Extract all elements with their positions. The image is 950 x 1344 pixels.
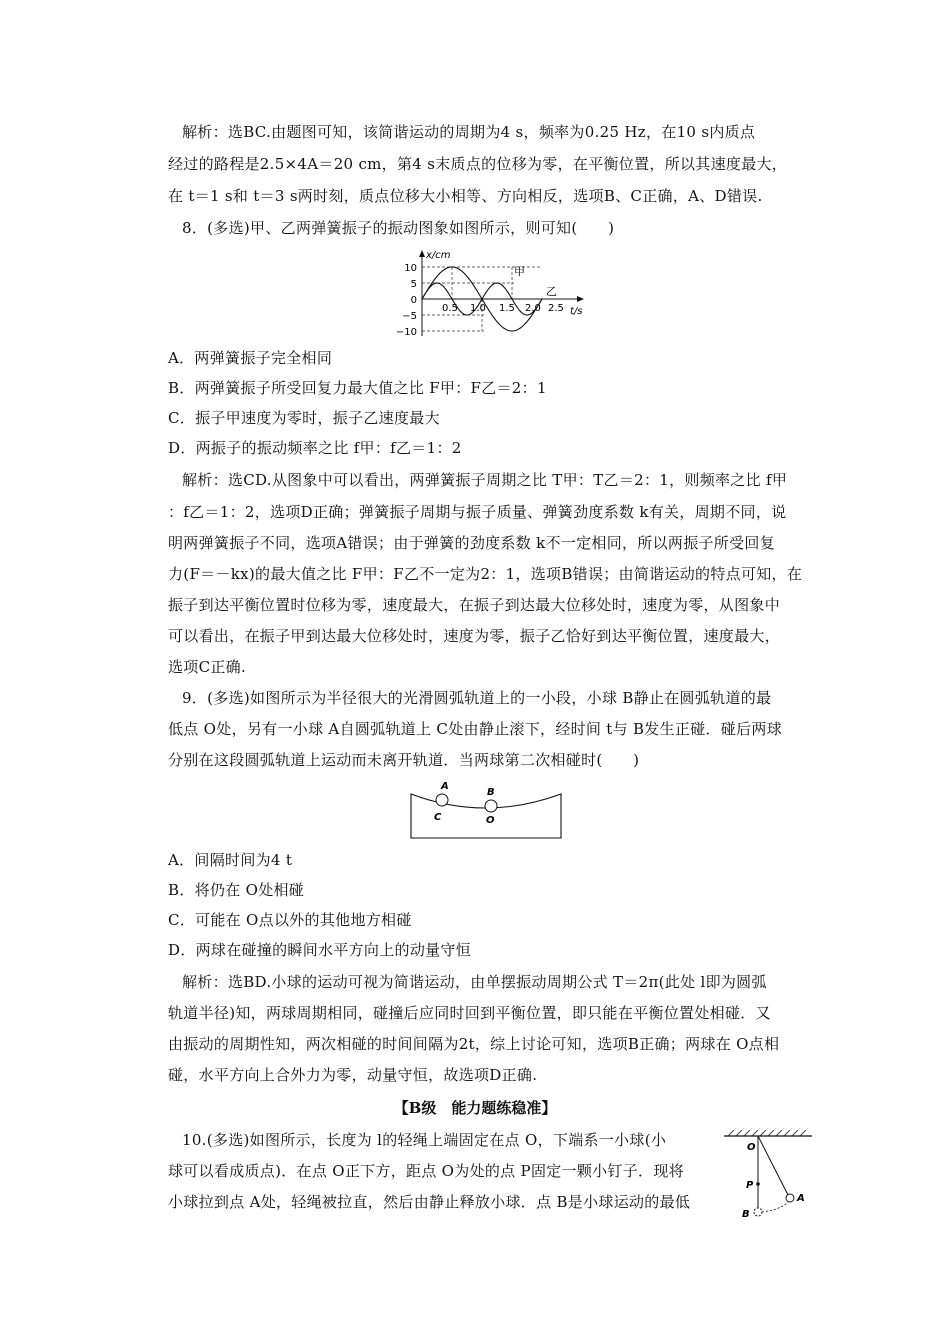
answer-7-line-1: 解析：选BC.由题图可知，该简谐运动的周期为4 s，频率为0.25 Hz，在10 s内质点: [182, 123, 756, 141]
answer-9-line-1: 解析：选BD.小球的运动可视为简谐运动，由单摆振动周期公式 T＝2π(此处 l即为圆弧: [182, 973, 767, 991]
answer-7-line-3: 在 t＝1 s和 t＝3 s两时刻，质点位移大小相等、方向相反，选项B、C正确，A、D错误.: [168, 187, 763, 205]
q9-option-c: C．可能在 O点以外的其他地方相碰: [168, 911, 412, 929]
x-tick-2.0: 2.0: [525, 303, 541, 314]
label-A: A: [441, 781, 449, 792]
answer-9-line-2: 轨道半径)知，两球周期相同，碰撞后应同时回到平衡位置，即只能在平衡位置处相碰．又: [168, 1004, 771, 1022]
question-9-line-2: 低点 O处，另有一小球 A自圆弧轨道上 C处由静止滚下，经时间 t与 B发生正碰．碰后两球: [168, 720, 783, 738]
y-tick-5: 5: [410, 279, 417, 290]
series-yi-label: 乙: [546, 285, 557, 298]
y-tick-neg10: −10: [395, 327, 417, 338]
answer-8-line-2: ：f乙＝1：2，选项D正确；弹簧振子周期与振子质量、弹簧劲度系数 k有关，周期不同，说: [168, 503, 787, 521]
q9-option-a: A．间隔时间为4 t: [168, 851, 293, 869]
answer-8-line-3: 明两弹簧振子不同，选项A错误；由于弹簧的劲度系数 k不一定相同，所以两振子所受回复: [168, 534, 775, 552]
q8-option-a: A．两弹簧振子完全相同: [168, 349, 333, 367]
question-9-line-3: 分别在这段圆弧轨道上运动而未离开轨道．当两球第二次相碰时( ): [168, 751, 640, 769]
y-tick-neg5: −5: [402, 311, 417, 322]
y-axis-label: x/cm: [426, 250, 451, 261]
figure-10-pendulum: [722, 1128, 814, 1218]
x-axis-label: t/s: [570, 306, 583, 317]
answer-8-line-1: 解析：选CD.从图象中可以看出，两弹簧振子周期之比 T甲：T乙＝2：1，则频率之比 f甲: [182, 471, 788, 489]
x-tick-1.5: 1.5: [499, 303, 515, 314]
question-8-stem: 8．(多选)甲、乙两弹簧振子的振动图象如图所示，则可知( ): [182, 219, 615, 237]
label-A: A: [797, 1193, 805, 1204]
q9-option-b: B．将仍在 O处相碰: [168, 881, 305, 899]
section-heading: 【B级 能力题练稳准】: [393, 1099, 557, 1117]
answer-8-line-6: 可以看出，在振子甲到达最大位移处时，速度为零，振子乙恰好到达平衡位置，速度最大，: [168, 627, 781, 645]
question-9-line-1: 9．(多选)如图所示为半径很大的光滑圆弧轨道上的一小段，小球 B静止在圆弧轨道的最: [182, 689, 772, 707]
label-O: O: [747, 1142, 756, 1153]
label-B: B: [742, 1209, 750, 1218]
answer-9-line-4: 碰，水平方向上合外力为零，动量守恒，故选项D正确.: [168, 1066, 538, 1084]
y-tick-10: 10: [404, 263, 417, 274]
x-tick-1.0: 1.0: [470, 303, 486, 314]
series-jia-label: 甲: [514, 265, 525, 278]
question-10-line-3: 小球拉到点 A处，轻绳被拉直，然后由静止释放小球．点 B是小球运动的最低: [168, 1193, 691, 1211]
figure-9-arc-track: [405, 776, 567, 842]
x-tick-0.5: 0.5: [442, 303, 458, 314]
q9-option-d: D．两球在碰撞的瞬间水平方向上的动量守恒: [168, 941, 472, 959]
q8-option-d: D．两振子的振动频率之比 f甲：f乙＝1：2: [168, 439, 462, 457]
q8-option-c: C．振子甲速度为零时，振子乙速度最大: [168, 409, 440, 427]
figure-8-vibration-graph: [392, 248, 592, 340]
answer-8-line-5: 振子到达平衡位置时位移为零，速度最大，在振子到达最大位移处时，速度为零，从图象中: [168, 596, 781, 614]
label-O: O: [486, 815, 495, 826]
answer-8-line-4: 力(F＝－kx)的最大值之比 F甲：F乙不一定为2：1，选项B错误；由简谐运动的特点可知，在: [168, 565, 803, 583]
q8-option-b: B．两弹簧振子所受回复力最大值之比 F甲：F乙＝2：1: [168, 379, 547, 397]
answer-8-line-7: 选项C正确.: [168, 658, 247, 676]
answer-7-line-2: 经过的路程是2.5×4A＝20 cm，第4 s末质点的位移为零，在平衡位置，所以其速度最大，: [168, 155, 788, 173]
label-P: P: [746, 1180, 754, 1191]
x-tick-2.5: 2.5: [548, 303, 564, 314]
question-10-line-1: 10.(多选)如图所示，长度为 l的轻绳上端固定在点 O，下端系一小球(小: [182, 1131, 667, 1149]
question-10-line-2: 球可以看成质点)．在点 O正下方，距点 O为处的点 P固定一颗小钉子．现将: [168, 1162, 684, 1180]
label-C: C: [434, 812, 442, 823]
answer-9-line-3: 由振动的周期性知，两次相碰的时间间隔为2t，综上讨论可知，选项B正确；两球在 O点相: [168, 1035, 780, 1053]
y-tick-0: 0: [410, 295, 417, 306]
label-B: B: [487, 787, 495, 798]
